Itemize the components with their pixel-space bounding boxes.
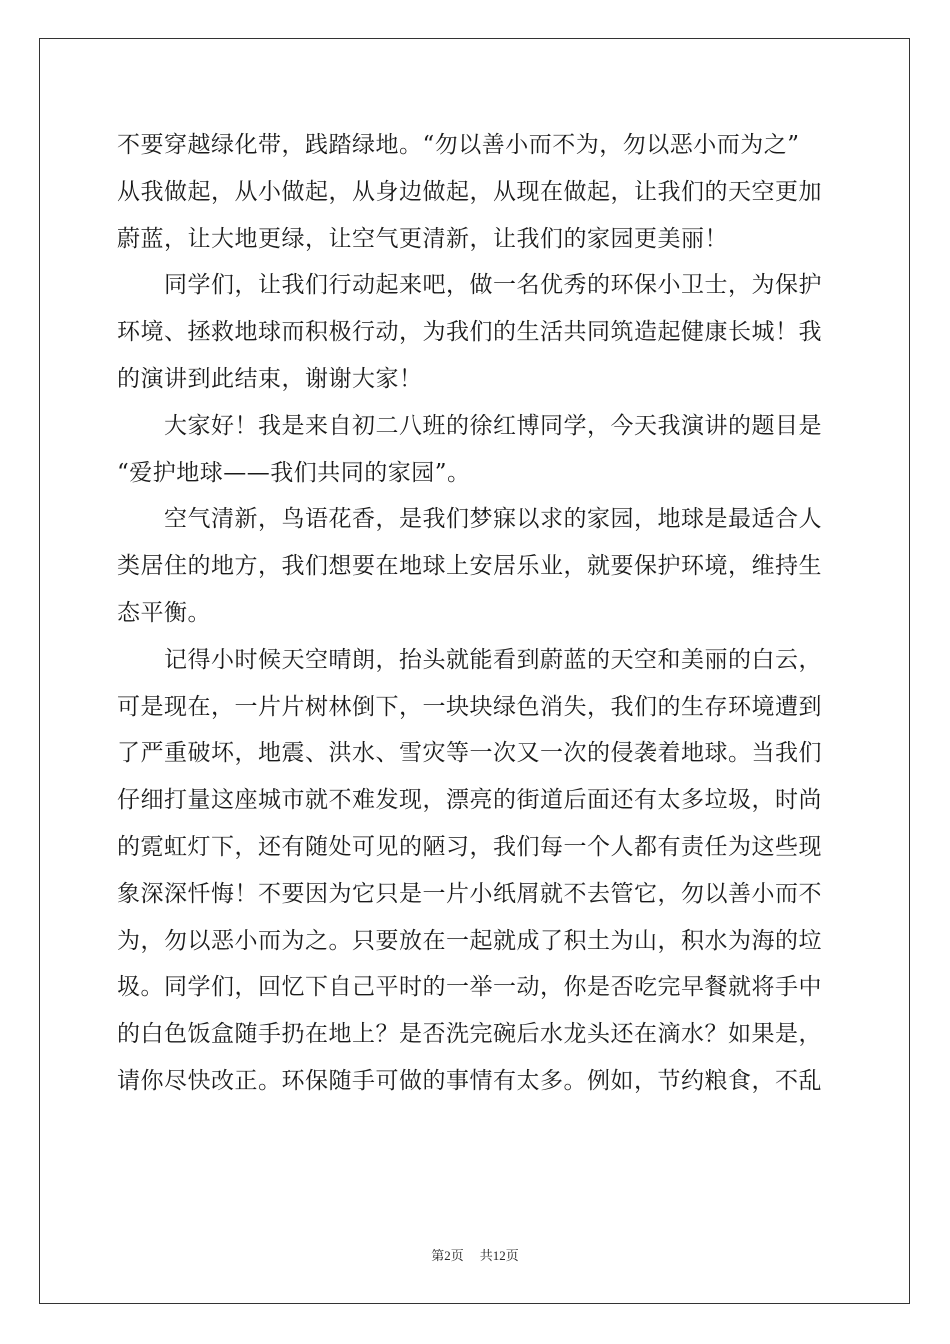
text-line: 仔细打量这座城市就不难发现，漂亮的街道后面还有太多垃圾，时尚 (117, 787, 822, 814)
text-line: 的演讲到此结束，谢谢大家！ (117, 365, 423, 392)
text-line: 了严重破坏，地震、洪水、雪灾等一次又一次的侵袭着地球。当我们 (117, 740, 822, 767)
text-line: 蔚蓝，让大地更绿，让空气更清新，让我们的家园更美丽！ (117, 225, 728, 252)
text-line: 象深深忏悔！不要因为它只是一片小纸屑就不去管它，勿以善小而不 (117, 880, 822, 907)
text-line: 的白色饭盒随手扔在地上？是否洗完碗后水龙头还在滴水？如果是， (117, 1021, 822, 1048)
text-line: 大家好！我是来自初二八班的徐红博同学，今天我演讲的题目是 (117, 412, 822, 439)
text-line: 从我做起，从小做起，从身边做起，从现在做起，让我们的天空更加 (117, 178, 822, 205)
text-line: 的霓虹灯下，还有随处可见的陋习，我们每一个人都有责任为这些现 (117, 833, 822, 860)
text-line: 为，勿以恶小而为之。只要放在一起就成了积土为山，积水为海的垃 (117, 927, 822, 954)
page-footer (0, 1245, 950, 1264)
text-line: 同学们，让我们行动起来吧，做一名优秀的环保小卫士，为保护 (117, 272, 822, 299)
text-line: 环境、拯救地球而积极行动，为我们的生活共同筑造起健康长城！我 (117, 319, 822, 346)
document-body (117, 122, 833, 1105)
text-line: 类居住的地方，我们想要在地球上安居乐业，就要保护环境，维持生 (117, 553, 822, 580)
text-line: “爱护地球——我们共同的家园”。 (117, 459, 471, 486)
page-number: 第2页 (431, 1248, 464, 1263)
text-line: 态平衡。 (117, 599, 211, 626)
text-line: 请你尽快改正。环保随手可做的事情有太多。例如，节约粮食，不乱 (117, 1067, 822, 1094)
text-line: 圾。同学们，回忆下自己平时的一举一动，你是否吃完早餐就将手中 (117, 974, 822, 1001)
text-line: 不要穿越绿化带，践踏绿地。“勿以善小而不为，勿以恶小而为之” (117, 132, 800, 158)
text-line: 记得小时候天空晴朗，抬头就能看到蔚蓝的天空和美丽的白云， (117, 646, 822, 673)
text-line: 可是现在，一片片树林倒下，一块块绿色消失，我们的生存环境遭到 (117, 693, 822, 720)
page-total: 共12页 (479, 1248, 519, 1263)
text-line: 空气清新，鸟语花香，是我们梦寐以求的家园，地球是最适合人 (117, 506, 822, 533)
